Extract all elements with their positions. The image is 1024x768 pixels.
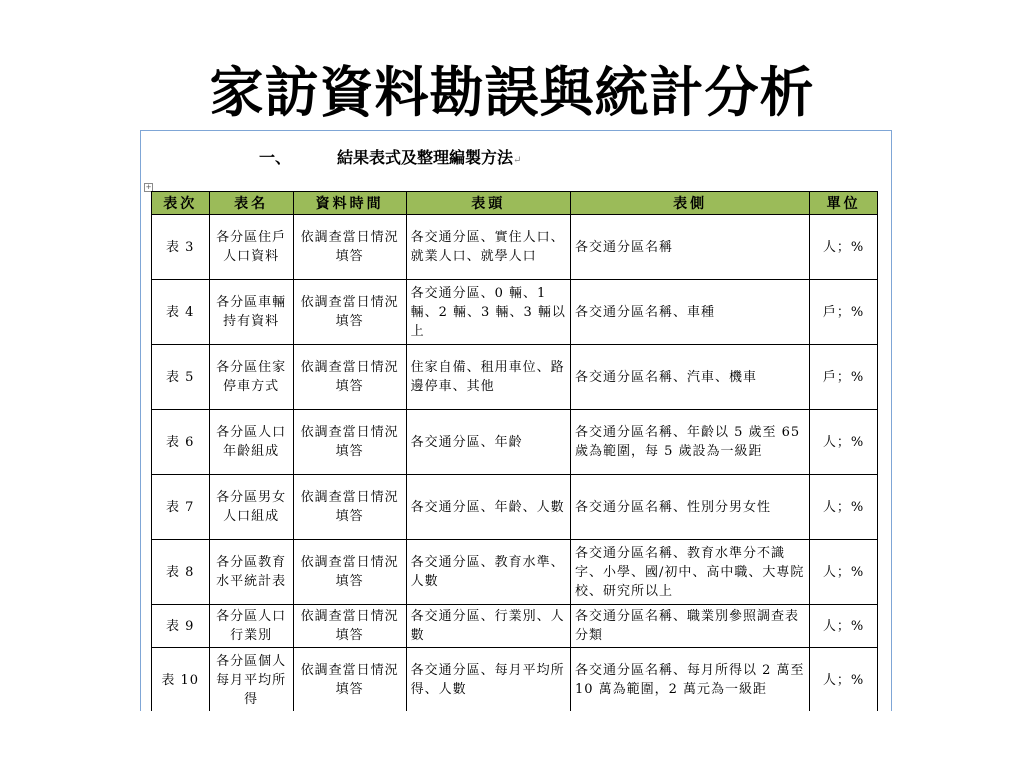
document-frame <box>140 130 892 711</box>
cell-table-name: 各分區住戶人口資料 <box>209 215 293 280</box>
cell-unit: 人；% <box>810 605 878 648</box>
cell-table-head: 各交通分區、實住人口、就業人口、就學人口 <box>406 215 570 280</box>
cell-table-side: 各交通分區名稱、性別分男女性 <box>570 475 809 540</box>
cell-table-name: 各分區個人每月平均所得 <box>209 648 293 712</box>
cell-table-side: 各交通分區名稱、每月所得以 2 萬至 10 萬為範圍，2 萬元為一級距 <box>570 648 809 712</box>
cell-table-number: 表 4 <box>152 280 210 345</box>
table-row <box>152 280 878 345</box>
cell-unit: 戶；% <box>810 345 878 410</box>
cell-table-number: 表 7 <box>152 475 210 540</box>
cell-table-name: 各分區教育水平統計表 <box>209 540 293 605</box>
table-row <box>152 215 878 280</box>
cell-table-head: 各交通分區、每月平均所得、人數 <box>406 648 570 712</box>
cell-data-time: 依調查當日情況填答 <box>293 648 406 712</box>
header-cell: 表側 <box>570 192 809 215</box>
header-cell: 表次 <box>152 192 210 215</box>
cell-data-time: 依調查當日情況填答 <box>293 345 406 410</box>
cell-table-head: 各交通分區、行業別、人數 <box>406 605 570 648</box>
section-title: 結果表式及整理編製方法 <box>337 148 514 167</box>
table-row <box>152 345 878 410</box>
cell-unit: 戶；% <box>810 280 878 345</box>
table-row <box>152 605 878 648</box>
cell-table-side: 各交通分區名稱、車種 <box>570 280 809 345</box>
cell-table-head: 各交通分區、年齡 <box>406 410 570 475</box>
results-table <box>151 191 878 711</box>
cell-table-number: 表 8 <box>152 540 210 605</box>
table-row <box>152 475 878 540</box>
cell-data-time: 依調查當日情況填答 <box>293 280 406 345</box>
table-header-row <box>152 192 878 215</box>
cell-table-head: 各交通分區、教育水準、人數 <box>406 540 570 605</box>
cell-table-side: 各交通分區名稱、職業別參照調查表分類 <box>570 605 809 648</box>
slide-title: 家訪資料勘誤與統計分析 <box>209 61 815 124</box>
cell-data-time: 依調查當日情況填答 <box>293 410 406 475</box>
cell-table-head: 住家自備、租用車位、路邊停車、其他 <box>406 345 570 410</box>
cell-table-name: 各分區人口年齡組成 <box>209 410 293 475</box>
header-cell: 資料時間 <box>293 192 406 215</box>
cell-table-side: 各交通分區名稱、年齡以 5 歲至 65 歲為範圍，每 5 歲設為一級距 <box>570 410 809 475</box>
header-cell: 表名 <box>209 192 293 215</box>
cell-unit: 人；% <box>810 215 878 280</box>
cell-table-number: 表 5 <box>152 345 210 410</box>
cell-table-number: 表 3 <box>152 215 210 280</box>
cell-data-time: 依調查當日情況填答 <box>293 605 406 648</box>
cell-data-time: 依調查當日情況填答 <box>293 475 406 540</box>
header-cell: 表頭 <box>406 192 570 215</box>
section-number: 一、 <box>259 148 292 167</box>
cell-table-side: 各交通分區名稱、教育水準分不識字、小學、國/初中、高中職、大專院校、研究所以上 <box>570 540 809 605</box>
cell-table-name: 各分區住家停車方式 <box>209 345 293 410</box>
cell-unit: 人；% <box>810 648 878 712</box>
section-heading <box>259 145 521 168</box>
table-move-handle-icon[interactable]: + <box>145 183 152 191</box>
cell-data-time: 依調查當日情況填答 <box>293 540 406 605</box>
cell-data-time: 依調查當日情況填答 <box>293 215 406 280</box>
cell-table-side: 各交通分區名稱、汽車、機車 <box>570 345 809 410</box>
table-row <box>152 410 878 475</box>
cell-table-head: 各交通分區、0 輛、1 輛、2 輛、3 輛、3 輛以上 <box>406 280 570 345</box>
cell-table-name: 各分區男女人口組成 <box>209 475 293 540</box>
cell-table-name: 各分區人口行業別 <box>209 605 293 648</box>
cell-table-number: 表 6 <box>152 410 210 475</box>
cell-table-number: 表 9 <box>152 605 210 648</box>
cell-unit: 人；% <box>810 540 878 605</box>
cell-table-number: 表 10 <box>152 648 210 712</box>
cell-unit: 人；% <box>810 475 878 540</box>
paragraph-mark-icon: ↵ <box>513 155 522 166</box>
table-row <box>152 540 878 605</box>
cell-table-side: 各交通分區名稱 <box>570 215 809 280</box>
header-cell: 單位 <box>810 192 878 215</box>
cell-unit: 人；% <box>810 410 878 475</box>
cell-table-head: 各交通分區、年齡、人數 <box>406 475 570 540</box>
cell-table-name: 各分區車輛持有資料 <box>209 280 293 345</box>
table-row <box>152 648 878 712</box>
